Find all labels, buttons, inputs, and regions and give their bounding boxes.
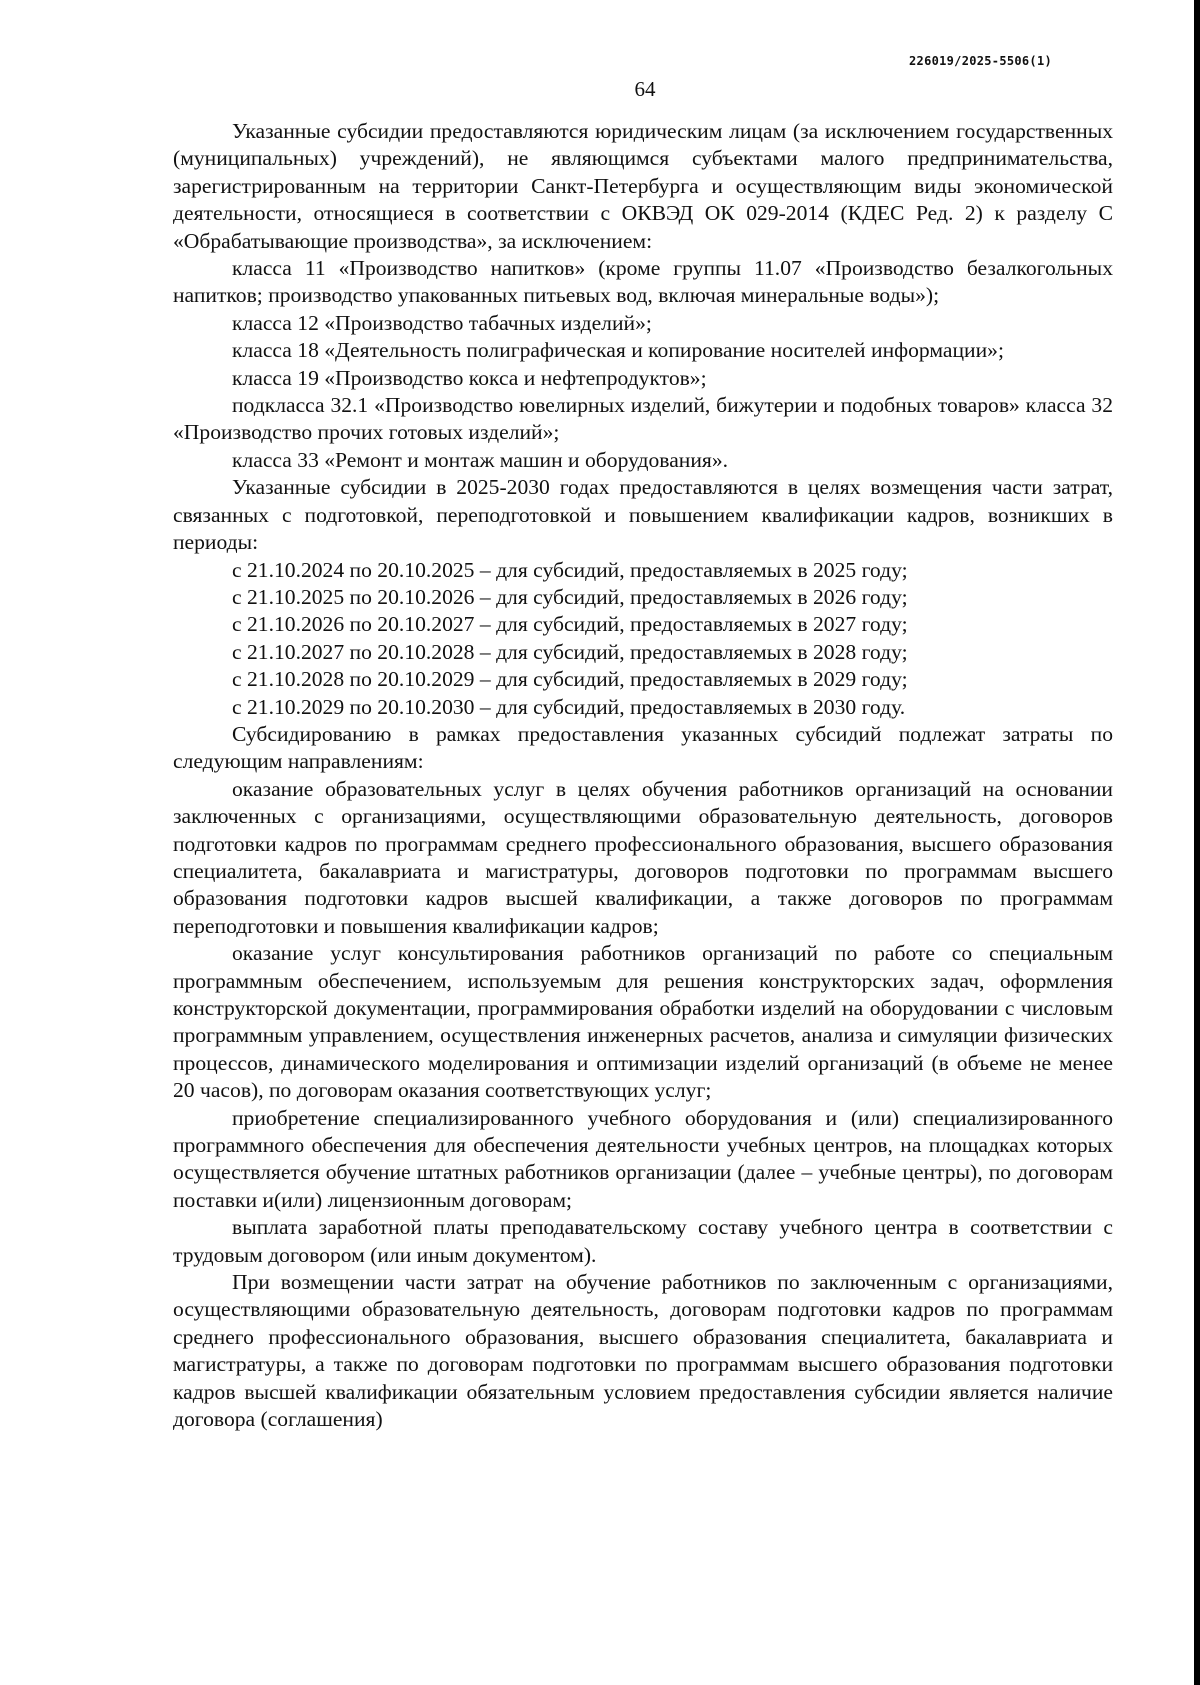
scan-border [1194, 0, 1200, 1685]
period-item: с 21.10.2027 по 20.10.2028 – для субсидий, предоставляемых в 2028 году; [232, 639, 908, 664]
period-item: с 21.10.2026 по 20.10.2027 – для субсидий, предоставляемых в 2027 году; [232, 612, 908, 637]
paragraph: оказание услуг консультирования работников организаций по работе со специальным программным обеспечением, используемым для решения конструкторских задач, оформления конструкторской документации, программирования обработки изделий на оборудовании с числовым программным управлением, осуществления инженерных расчетов, анализа и симуляции физических процессов, динамического моделирования и оптимизации изделий организаций (в объеме не менее 20 часов), по договорам оказания соответствующих услуг; [173, 941, 1113, 1103]
page-number: 64 [634, 77, 656, 101]
paragraph: приобретение специализированного учебного оборудования и (или) специализированного программного обеспечения для обеспечения деятельности учебных центров, на площадках которых осуществляется обучение штатных работников организации (далее – учебные центры), по договорам поставки и(или) лицензионным договорам; [173, 1105, 1113, 1212]
paragraph: Указанные субсидии предоставляются юридическим лицам (за исключением государственных (муниципальных) учреждений), не являющимся субъектами малого предпринимательства, зарегистрированным на территории Санкт-Петербурга и осуществляющим виды экономической деятельности, относящиеся в соответствии с ОКВЭД ОК 029-2014 (КДЕС Ред. 2) к разделу С «Обрабатывающие производства», за исключением: [173, 119, 1113, 253]
paragraph: класса 11 «Производство напитков» (кроме группы 11.07 «Производство безалкогольных напитков; производство упакованных питьевых вод, включая минеральные воды»); [173, 256, 1113, 308]
paragraph: подкласса 32.1 «Производство ювелирных изделий, бижутерии и подобных товаров» класса 32 «Производство прочих готовых изделий»; [173, 393, 1113, 445]
paragraph: выплата заработной платы преподавательскому составу учебного центра в соответствии с трудовым договором (или иным документом). [173, 1215, 1113, 1267]
document-number: 226019/2025-5506(1) [909, 54, 1052, 68]
paragraph: класса 33 «Ремонт и монтаж машин и оборудования». [232, 447, 729, 472]
paragraph: Указанные субсидии в 2025-2030 годах предоставляются в целях возмещения части затрат, связанных с подготовкой, переподготовкой и повышением квалификации кадров, возникших в периоды: [173, 475, 1113, 555]
period-item: с 21.10.2028 по 20.10.2029 – для субсидий, предоставляемых в 2029 году; [232, 667, 908, 692]
period-item: с 21.10.2029 по 20.10.2030 – для субсидий, предоставляемых в 2030 году. [232, 694, 906, 719]
document-body [173, 118, 1113, 1434]
paragraph: оказание образовательных услуг в целях обучения работников организаций на основании заключенных с организациями, осуществляющими образовательную деятельность, договоров подготовки кадров по программам среднего профессионального образования, высшего образования специалитета, бакалавриата и магистратуры, договоров подготовки по программам высшего образования подготовки кадров высшей квалификации, а также договоров по программам переподготовки и повышения квалификации кадров; [173, 776, 1113, 938]
period-item: с 21.10.2025 по 20.10.2026 – для субсидий, предоставляемых в 2026 году; [232, 584, 908, 609]
paragraph: Субсидированию в рамках предоставления указанных субсидий подлежат затраты по следующим направлениям: [173, 721, 1113, 774]
paragraph: класса 18 «Деятельность полиграфическая и копирование носителей информации»; [232, 338, 1004, 363]
paragraph: класса 12 «Производство табачных изделий»; [232, 310, 652, 335]
paragraph: При возмещении части затрат на обучение работников по заключенным с организациями, осуществляющими образовательную деятельность, договорам подготовки кадров по программам среднего профессионального образования, высшего образования специалитета, бакалавриата и магистратуры, а также по договорам подготовки по программам высшего образования подготовки кадров высшей квалификации обязательным условием предоставления субсидии является наличие договора (соглашения) [173, 1270, 1113, 1432]
paragraph: класса 19 «Производство кокса и нефтепродуктов»; [232, 365, 707, 390]
period-item: с 21.10.2024 по 20.10.2025 – для субсидий, предоставляемых в 2025 году; [232, 557, 908, 582]
